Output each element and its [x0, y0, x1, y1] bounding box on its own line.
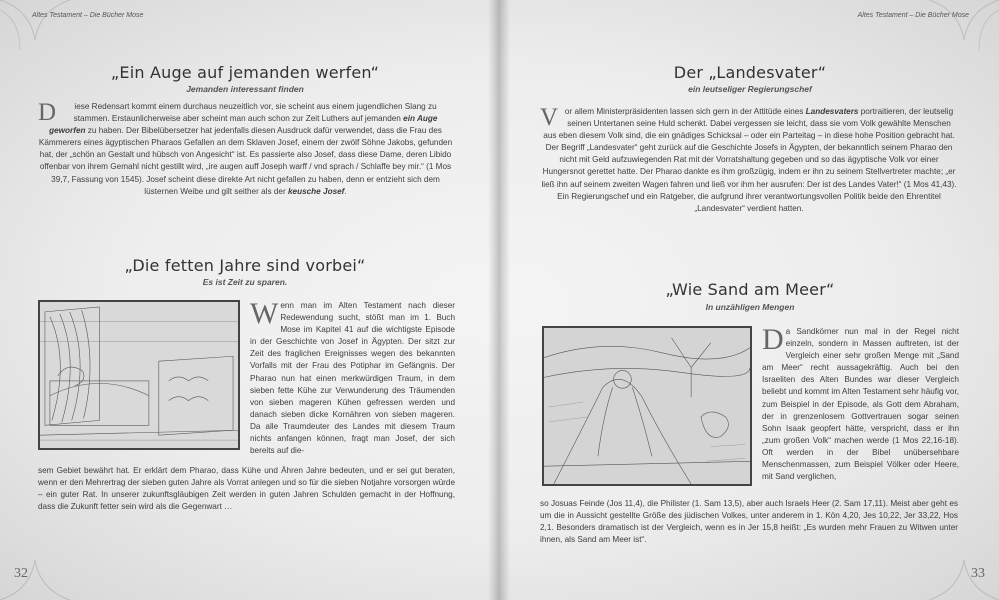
- article-subtitle: ein leutseliger Regierungschef: [688, 84, 812, 94]
- drop-cap: W: [250, 297, 279, 330]
- emphasis: keusche Josef: [287, 186, 345, 196]
- page-number-right: 33: [971, 566, 985, 581]
- woodcut-abraham-illustration: [542, 326, 752, 486]
- article-subtitle: Es ist Zeit zu sparen.: [202, 277, 288, 287]
- emphasis: Landesvaters: [805, 107, 859, 116]
- drop-cap: V: [540, 104, 559, 131]
- running-header-left: Altes Testament – Die Bücher Mose: [32, 12, 144, 19]
- article-subtitle: Jemanden interessant finden: [186, 84, 304, 94]
- article-body-column: Da Sandkörner nun mal in der Regel nicht einzeln, sondern in Massen auftreten, ist der Vergleich einer sehr großen Menge mit „Sand am Meer“ recht aussagekräftig. Auch bei den Israeliten des Alten Bundes war dieser Vergleich beliebt und kommt im Alten Testament sehr häufig vor, zum Beispiel in der Episode, als Gott dem Abraham, der in grenzenlosem Gottvertrauen sogar seinen Sohn Isaak geopfert hätte, verspricht, dass er ihn „zum großen Volk“ machen werde (1 Mos 22,16-18). Oft werden in der Bibel unübersehbare Menschenmassen, zum Beispiel Völker oder Heere, mit Sand verglichen,: [762, 323, 959, 482]
- article-subtitle: In unzähligen Mengen: [705, 302, 795, 312]
- emphasis: ein Auge geworfen: [49, 114, 438, 136]
- article-title: Der „Landesvater“: [673, 63, 827, 82]
- ornament-corner-icon: [0, 530, 70, 600]
- article-title: „Ein Auge auf jemanden werfen“: [110, 63, 380, 82]
- article-title: „Die fetten Jahre sind vorbei“: [124, 256, 366, 275]
- ornament-corner-icon: [929, 0, 999, 70]
- ornament-corner-icon: [0, 0, 70, 70]
- article-title: „Wie Sand am Meer“: [665, 280, 835, 299]
- article-body: Vor allem Ministerpräsidenten lassen sich gern in der Attitüde eines Landesvaters portraitieren, der leutselig seinen Untertanen seine Huld schenkt. Dabei vergessen sie leicht, dass sie vom Volk gewählte Menschen aus eben diesem Volk sind, die ein gnädiges Schicksal – oder ein Parteitag – in diese hohe Position gebracht hat. Der Begriff „Landesvater“ geht zurück auf die Geschichte Josefs in Ägypten, der bekanntlich seinem Pharao den nicht mit Geld aufzuwiegenden Rat mit der Vorratshaltung gegeben und so das ägyptische Volk vor einer Hungersnot gerettet hatte. Der Pharao dankte es ihm großzügig, indem er ihn zu seinem Stellvertreter machte; „er ließ ihn auf seinem zweiten Wagen fahren und ließ vor ihm her ausrufen: Der ist des Landes Vater!“ (1 Mos 41,43). Ein Regierungschef und ein Ratgeber, die aufgrund ihrer verantwortungsvollen Politik beide den Ehrentitel „Landesvater“ verdient hatten.: [540, 104, 957, 213]
- drop-cap: D: [38, 99, 57, 126]
- page-number-left: 32: [14, 566, 28, 581]
- drop-cap: D: [762, 323, 784, 356]
- article-body: D iese Redensart kommt einem durchaus neuzeitlich vor, sie scheint aus einem jugendlichen Slang zu stammen. Erstaunlicherweise aber scheint man auch schon zur Zeit Luthers auf jemanden ein Auge geworfen zu haben. Der Bibelübersetzer hat jedenfalls diesen Ausdruck dafür verwendet, dass die Frau des Kämmerers eines ägyptischen Pharaos Gefallen an dem Sklaven Josef, einem der zwölf Söhne Jakobs, gefunden hat, der „schön an Gestalt und hübsch von Angesicht“ ist. Es passierte also Josef, dass diese Dame, deren Libido offenbar von ihrem Gemahl nicht gestillt wird, „ire augen auff Joseph warff / vnd sprach / Schlaffe bey mir.“ (1 Mos 39,7, Fassung von 1545). Josef scheint diese direkte Art nicht gefallen zu haben, denn er entzieht sich dem lüsternen Weibe und gilt seither als der keusche Josef.: [38, 99, 453, 196]
- article-body-continued: so Josuas Feinde (Jos 11,4), die Philister (1. Sam 13,5), aber auch Israels Heer (2. Sam 17,11). Meist aber geht es um die in Aussicht gestellte Größe des jüdischen Volkes, unter anderem in 1. Kön 4,20, Jes 10,22, Jer 33,22, Hos 2,1. Besonders dramatisch ist der Vergleich, wenn es in Jer 15,8 heißt: „Es wurden mehr Frauen zu Witwen unter ihnen, als Sand am Meer ist“.: [540, 499, 958, 545]
- woodcut-dream-illustration: [38, 300, 240, 450]
- article-body-column: Wenn man im Alten Testament nach dieser Redewendung sucht, stößt man im 1. Buch Mose im Kapitel 41 auf die wichtigste Episode in der Geschichte von Josef in Ägypten. Der sitzt zur Zeit des fraglichen Ereignisses wegen des bekannten Vorfalls mit der Frau des Potiphar im Gefängnis. Der Pharao nun hat einen merkwürdigen Traum, in dem sieben fette Kühe zur Verwunderung des Träumenden von sieben mageren Kühen gefressen werden und danach sieben dicke Kornähren von sieben mageren. Da alle Traumdeuter des Landes mit diesem Traum nichts anfangen können, fragt man Josef, der sich bereits auf die-: [250, 297, 455, 456]
- running-header-right: Altes Testament – Die Bücher Mose: [857, 12, 969, 19]
- article-body-continued: sem Gebiet bewährt hat. Er erklärt dem Pharao, dass Kühe und Ähren Jahre bedeuten, und er sei gut beraten, wenn er den Mehrertrag der sieben guten Jahre als Vorrat anlegen und so für die sieben Notjahre vorsorgen würde – ein guter Rat. In unserer zukunftsgläubigen Zeit werden in guten Jahren Schulden gemacht in der Hoffnung, dass die Zukunft fetter sein wird als die Gegenwart …: [38, 466, 455, 512]
- page-gutter: [488, 0, 510, 600]
